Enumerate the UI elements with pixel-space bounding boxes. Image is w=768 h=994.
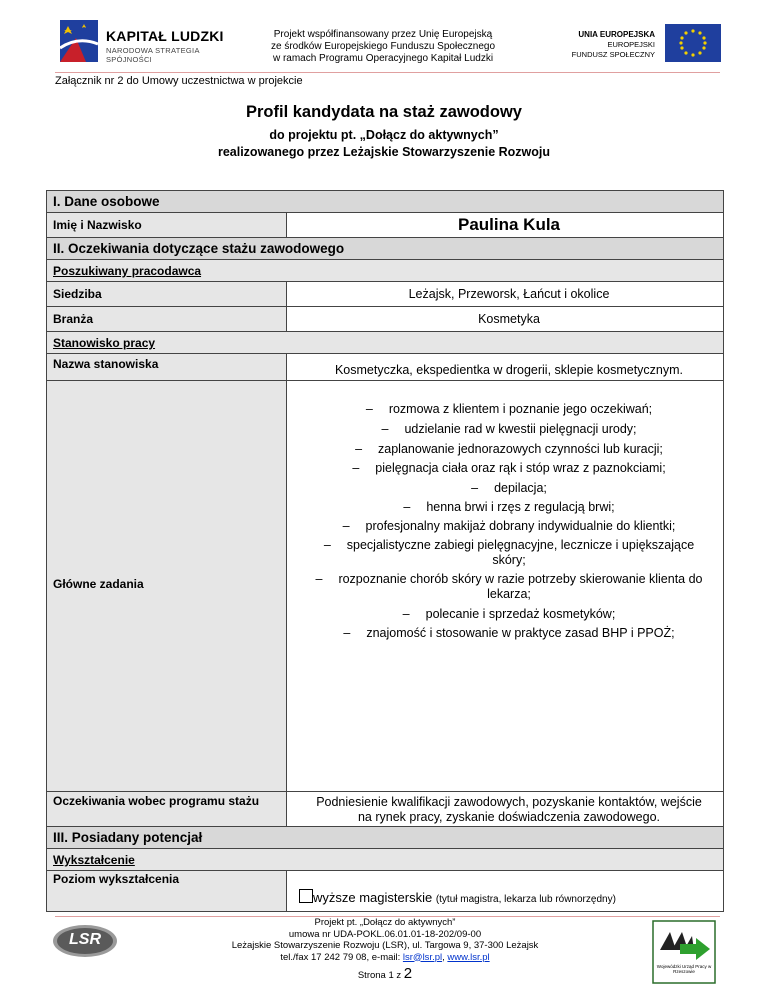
footer-info (190, 917, 580, 963)
eu-flag-icon (665, 24, 721, 62)
organizer-line: realizowanego przez Leżajskie Stowarzyszenie Rozwoju (217, 145, 551, 159)
eu-fund-label (560, 30, 655, 60)
education-level-label: Poziom wykształcenia (47, 871, 287, 911)
lsr-logo (52, 924, 118, 958)
footer-line: Projekt pt. „Dołącz do aktywnych” (314, 917, 456, 928)
annex-note: Załącznik nr 2 do Umowy uczestnictwa w projekcie (55, 75, 303, 87)
header-divider (55, 72, 720, 73)
task-item: – znajomość i stosowanie w praktyce zasad BHP i PPOŻ; (343, 626, 675, 640)
cofinance-notice (258, 29, 508, 65)
tasks-row (47, 381, 723, 792)
education-level-row (47, 871, 723, 911)
expectations-label: Oczekiwania wobec programu stażu (47, 792, 287, 826)
footer-line: Leżajskie Stowarzyszenie Rozwoju (LSR), ul. Targowa 9, 37-300 Leżajsk (231, 940, 539, 951)
eu-line-1: UNIA EUROPEJSKA (578, 30, 655, 39)
page-number: Strona 1 z 2 (357, 965, 413, 982)
page-title: Profil kandydata na staż zawodowy (246, 103, 522, 121)
position-value: Kosmetyczka, ekspedientka w drogerii, sklepie kosmetycznym. (334, 363, 684, 377)
workplace-header (47, 332, 723, 354)
seat-value: Leżajsk, Przeworsk, Łańcut i okolice (408, 287, 610, 301)
wup-logo-text: Wojewódzki Urząd Pracy w Rzeszowie (656, 964, 712, 974)
task-item: – depilacja; (471, 481, 547, 495)
position-label: Nazwa stanowiska (47, 354, 287, 380)
name-row (47, 213, 723, 238)
task-item: – rozmowa z klientem i poznanie jego oczekiwań; (365, 402, 653, 416)
tasks-label: Główne zadania (53, 577, 144, 591)
cofinance-line: ze środków Europejskiego Funduszu Społecznego (270, 41, 496, 52)
candidate-profile-form (46, 190, 724, 912)
seat-row (47, 282, 723, 307)
task-item: – henna brwi i rzęs z regulacją brwi; (403, 500, 615, 514)
branch-value: Kosmetyka (478, 312, 540, 326)
task-item: – pielęgnacja ciała oraz rąk i stóp wraz z paznokciami; (352, 461, 666, 475)
kapital-ludzki-title: KAPITAŁ LUDZKI (106, 28, 224, 44)
employer-header (47, 260, 723, 282)
branch-row (47, 307, 723, 332)
section-internship-expectations: II. Oczekiwania dotyczące stażu zawodowego (47, 238, 723, 260)
wup-logo (652, 920, 716, 984)
expectations-row (47, 792, 723, 827)
task-item: – udzielanie rad w kwestii pielęgnacji urody; (381, 422, 637, 436)
branch-label: Branża (47, 307, 287, 331)
education-header (47, 849, 723, 871)
education-header-text: Wykształcenie (53, 853, 135, 867)
section-potential: III. Posiadany potencjał (47, 827, 723, 849)
email-link[interactable]: lsr@lsr.pl (402, 951, 443, 963)
eu-line-2: EUROPEJSKI (607, 40, 655, 49)
education-option-note: (tytuł magistra, lekarza lub równorzędny) (435, 894, 616, 905)
education-option (299, 889, 616, 905)
project-name: do projektu pt. „Dołącz do aktywnych” (269, 128, 499, 142)
kapital-ludzki-emblem-icon (56, 18, 102, 64)
education-option-label: wyższe magisterskie (313, 890, 433, 905)
seat-label: Siedziba (47, 282, 287, 306)
lsr-logo-text: LSR (69, 931, 101, 948)
task-item: – polecanie i sprzedaż kosmetyków; (402, 607, 616, 621)
footer-contact: tel./fax 17 242 79 08, e-mail: lsr@lsr.pl, www.lsr.pl (280, 951, 490, 963)
task-item: – specjalistyczne zabiegi pielęgnacyjne, lecznicze i upiększające skóry; (323, 538, 695, 567)
website-link[interactable]: www.lsr.pl (447, 951, 490, 963)
tasks-label-cell (47, 381, 287, 791)
section-personal-data: I. Dane osobowe (47, 191, 723, 213)
task-item: – zaplanowanie jednorazowych czynności lub kuracji; (355, 442, 663, 456)
task-item: – profesjonalny makijaż dobrany indywidualnie do klientki; (342, 519, 676, 533)
workplace-header-text: Stanowisko pracy (53, 336, 156, 350)
name-label: Imię i Nazwisko (47, 213, 287, 237)
education-option-checkbox[interactable] (299, 889, 313, 903)
task-item: – rozpoznanie chorób skóry w razie potrzeby skierowanie klienta do lekarza; (315, 572, 703, 601)
footer-line: umowa nr UDA-POKL.06.01.01-18-202/09-00 (288, 928, 482, 940)
kapital-ludzki-subtitle: NARODOWA STRATEGIA SPÓJNOŚCI (106, 46, 200, 64)
cofinance-line: w ramach Programu Operacyjnego Kapitał Ludzki (272, 53, 494, 64)
wup-logo-icon (652, 920, 716, 984)
expectations-value: Podniesienie kwalifikacji zawodowych, pozyskanie kontaktów, wejście na rynek pracy, zyskanie doświadczenia zawodowego. (316, 795, 702, 824)
employer-header-text: Poszukiwany pracodawca (53, 264, 202, 278)
cofinance-line: Projekt współfinansowany przez Unię Europejską (273, 29, 493, 40)
position-row (47, 354, 723, 381)
kapital-ludzki-logo (56, 18, 236, 64)
name-value: Paulina Kula (457, 215, 561, 234)
eu-line-3: FUNDUSZ SPOŁECZNY (571, 50, 655, 59)
